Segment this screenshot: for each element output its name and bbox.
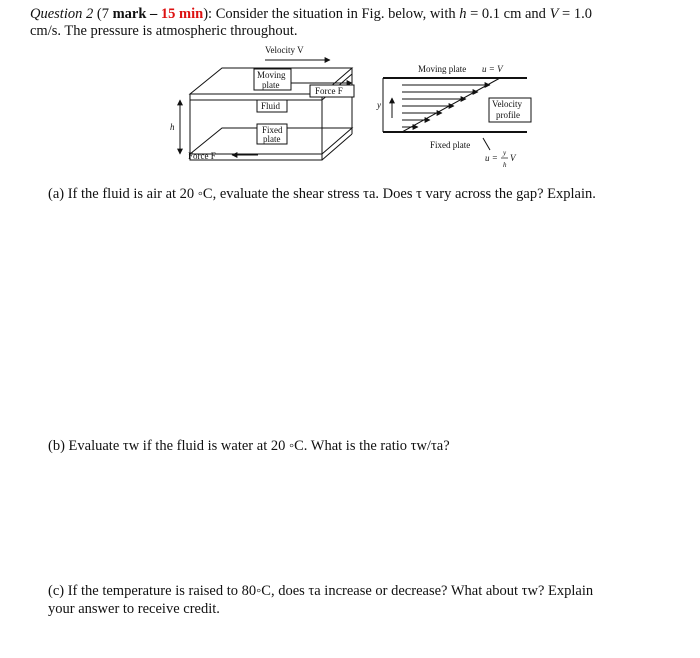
- fixed-plate-right-label: Fixed plate: [430, 140, 471, 150]
- fluid-label: Fluid: [261, 101, 281, 111]
- header-text: ): Consider the situation in Fig. below, with: [203, 6, 460, 22]
- v-value: = 1.0: [558, 6, 592, 22]
- u-formula-num: y: [503, 149, 507, 157]
- question-header-line2: cm/s. The pressure is atmospheric throughout.: [30, 23, 298, 39]
- u-formula-lhs: u =: [485, 153, 498, 163]
- u-formula-den: h: [503, 161, 507, 169]
- velocity-profile-label-1: Velocity: [492, 99, 522, 109]
- part-a-text: (a) If the fluid is air at 20 ◦C, evaluate the shear stress τa. Does τ vary across the gap? Explain.: [48, 186, 596, 202]
- fixed-plate-label-1: Fixed: [262, 125, 283, 135]
- y-label: y: [377, 100, 381, 110]
- h-value: = 0.1 cm and: [466, 6, 550, 22]
- mark-word: mark: [112, 6, 147, 22]
- part-c-text-line2: your answer to receive credit.: [48, 601, 220, 617]
- part-b-text: (b) Evaluate τw if the fluid is water at 20 ◦C. What is the ratio τw/τa?: [48, 438, 450, 454]
- question-label: Question 2: [30, 6, 94, 22]
- velocity-profile-label-2: profile: [496, 110, 520, 120]
- force-top-label: Force F: [315, 86, 343, 96]
- h-label: h: [170, 122, 175, 132]
- moving-plate-right-label: Moving plate: [418, 64, 467, 74]
- dash: –: [146, 6, 161, 22]
- h-variable: h: [459, 6, 467, 22]
- fixed-plate-label-2: plate: [263, 134, 281, 144]
- u-formula-rhs: V: [510, 153, 516, 163]
- part-c-text-line1: (c) If the temperature is raised to 80◦C, does τa increase or decrease? What about τw? Explain: [48, 583, 594, 599]
- question-header-line1: [30, 6, 592, 23]
- time-limit: 15 min: [160, 6, 204, 22]
- velocity-label: Velocity V: [265, 45, 304, 55]
- force-bottom-label: Force F: [188, 151, 216, 161]
- moving-plate-label-2: plate: [262, 80, 280, 90]
- moving-plate-label-1: Moving: [257, 70, 286, 80]
- v-variable: V: [549, 6, 559, 22]
- u-equals-v-label: u = V: [482, 64, 503, 74]
- mark-open: (7: [93, 6, 113, 22]
- velocity-profile-line: [402, 78, 500, 132]
- couette-flow-figure: [0, 38, 700, 208]
